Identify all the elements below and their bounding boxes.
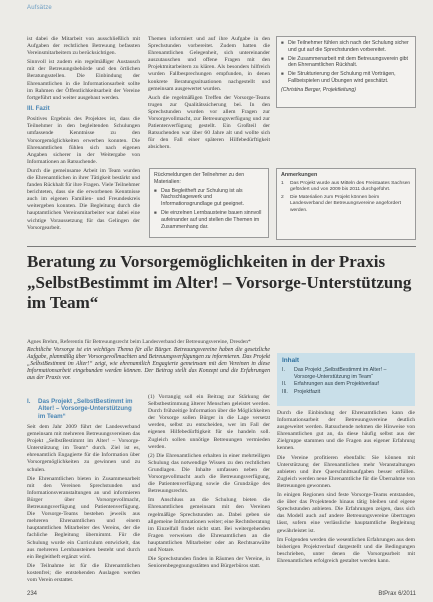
box-intro: Rückmeldungen der Teilnehmer zu den Materialien:: [154, 172, 245, 185]
article-title: [27, 252, 416, 314]
section-header: Aufsätze: [27, 5, 52, 11]
footnote: [281, 181, 411, 193]
title-line: „SelbstBestimmt im Alter! – Vorsorge-Unterstützung: [27, 272, 412, 292]
top-column-1: [27, 36, 140, 242]
paragraph: Im Folgenden werden die wesentlichen Erfahrungen aus dem bisherigen Projektverlauf dargestellt und die Bedingungen beschrieben, unter denen die Vorsorgearbeit mit Ehrenamtlichen erfolgreich gestaltet werden kann.: [277, 536, 415, 564]
paragraph: In einigen Regionen sind feste Vorsorge-Teams entstanden, die über das Projektende hinaus tätig bleiben und eigene Sprechstunden anbieten. Die Erfahrungen zeigen, dass sich das Modell auch auf andere Betreuungsvereine übertragen lässt, sofern eine verlässliche hauptamtliche Begleitung gewährleistet ist.: [277, 492, 415, 534]
bullet-item: ■ Die Zusammenarbeit mit dem Betreuungsverein gibt den Ehrenamtlichen Rückhalt.: [281, 56, 411, 70]
paragraph: Sinnvoll ist zudem ein regelmäßiger Austausch mit der Betreuungsbehörde und den örtlichen Beratungsstellen. Die Einbindung der Ehrenamtlichen in die Informationsarbeit sollte im Rahmen der Öffentlichkeitsarbeit der Vereine fortgeführt und weiter ausgebaut werden.: [27, 59, 140, 101]
materials-feedback-box: [149, 168, 269, 238]
bullet-item: ■ Das Begleitheft zur Schulung ist als Nachschlagewerk und Informationsgrundlage gut geeignet.: [154, 188, 264, 208]
table-of-contents: [277, 353, 415, 406]
paragraph: Die Vereine profitieren ebenfalls: Sie können mit Unterstützung der Ehrenamtlichen mehr Veranstaltungen anbieten und ihre Querschnittsaufgaben besser erfüllen. Zugleich werden neue Ehrenamtliche für die Übernahme von Betreuungen gewonnen.: [277, 454, 415, 489]
footnote-number: 1: [281, 180, 284, 186]
paragraph: (1) Vorrangig soll ein Beitrag zur Stärkung der Selbstbestimmung älterer Menschen geleistet werden. Durch frühzeitige Information über die Möglichkeiten der Vorsorge sollen Bürger in die Lage versetzt werden, selbst zu entscheiden, wer im Fall der eigenen Hilfebedürftigkeit für sie handeln soll. Zugleich sollen unnötige Betreuungen vermieden werden.: [148, 394, 270, 450]
paragraph: (2) Die Ehrenamtlichen erhalten in einer mehrteiligen Schulung das notwendige Wissen zu den rechtlichen Grundlagen. Die Inhalte umfassen neben der Vorsorgevollmacht auch die Betreuungsverfügung, die Patientenverfügung sowie die Grundzüge des Betreuungsrechts.: [148, 452, 270, 495]
body-column-2: [148, 394, 270, 589]
title-line: Beratung zu Vorsorgemöglichkeiten in der Praxis: [27, 252, 386, 271]
title-line: im Team“: [27, 293, 99, 312]
toc-text: Projektfazit: [294, 388, 321, 395]
section-number: I.: [27, 398, 31, 405]
toc-number: II.: [282, 381, 287, 388]
page-number: 234: [27, 591, 38, 597]
bullet-list: [281, 40, 411, 85]
paragraph: Seit dem Jahr 2009 führt der Landesverband gemeinsam mit mehreren Betreuungsvereinen das Projekt „SelbstBestimmt im Alter! – Vorsorge-Unterstützung im Team“ durch. Ziel ist es, ehrenamtlich Engagierte für die Information über Vorsorgemöglichkeiten zu gewinnen und zu schulen.: [27, 424, 140, 473]
toc-number: I.: [282, 367, 285, 373]
footnote: [281, 195, 411, 214]
journal-issue: BtPrax 6/2011: [378, 591, 416, 597]
article-divider: [27, 246, 416, 247]
section-heading-fazit: III. Fazit: [27, 104, 50, 112]
toc-item: [282, 367, 410, 380]
paragraph: ist dabei die Mitarbeit von ausschließlich mit Aufgaben der rechtlichen Betreuung befassten Vereinsmitarbeitern zu berücksichtigen.: [27, 36, 140, 57]
bullet-list: [154, 188, 264, 231]
box-signature: (Christina Berger, Projektleitung): [281, 86, 356, 93]
toc-text: Erfahrungen aus dem Projektverlauf: [294, 381, 379, 388]
toc-number: III.: [282, 388, 288, 395]
top-column-2: [148, 36, 270, 164]
section-title: Das Projekt „SelbstBestimmt im Alter! – Vorsorge-Unterstützung im Team“: [38, 398, 133, 420]
paragraph: Die Ehrenamtlichen bieten in Zusammenarbeit mit den Vereinen Sprechstunden und Informationsveranstaltungen an und informieren Bürger über Vorsorgevollmacht, Betreuungsverfügung und Patientenverfügung. Die Vorsorge-Teams bestehen jeweils aus mehreren Ehrenamtlichen und einem hauptamtlichen Mitarbeiter des Vereins, der die fachliche Begleitung übernimmt. Für die Schulung wurde ein Curriculum entwickelt, das aus mehreren Lernbausteinen besteht und durch ein Begleitheft ergänzt wird.: [27, 475, 140, 560]
section-heading-1: [27, 398, 140, 420]
footnote-number: 2: [281, 195, 284, 201]
body-column-1: [27, 424, 140, 589]
paragraph: Die Sprechstunden finden in Räumen der Vereine, in Seniorenbegegnungsstätten und Bürgerbüros statt.: [148, 556, 270, 570]
paragraph: Themen informiert und auf ihre Aufgabe in den Sprechstunden vorbereitet. Zudem hatten die Ehrenamtlichen Gelegenheit, sich untereinander auszutauschen und offene Fragen mit den Projektmitarbeitern zu klären. Als besonders hilfreich wurden Fallbesprechungen empfunden, in denen konkrete Beratungssituationen nachgestellt und gemeinsam ausgewertet wurden.: [148, 36, 270, 92]
paragraph: Durch die gemeinsame Arbeit im Team wurden die Ehrenamtlichen in ihrer Tätigkeit bestärkt und fanden Rückhalt für ihre Fragen. Viele Teilnehmer berichteten, dass sie die erworbenen Kenntnisse auch im eigenen Familien- und Freundeskreis weitergeben konnten. Die Begleitung durch die hauptamtlichen Vereinsmitarbeiter war dabei eine wichtige Voraussetzung für das Gelingen der Vorsorgearbeit.: [27, 167, 140, 231]
bullet-item: ■ Die Strukturierung der Schulung mit Vorträgen, Fallbeispielen und Übungen wird geschätzt.: [281, 71, 411, 85]
toc-item: [282, 381, 410, 388]
footnote-text: Die Materialien zum Projekt können beim Landesverband der Betreuungsvereine angefordert werden.: [290, 195, 401, 213]
paragraph: Durch die Einbindung der Ehrenamtlichen kann die Informationsarbeit der Betreuungsvereine deutlich ausgeweitet werden. Ratsuchende nehmen die Hinweise von Ehrenamtlichen gut an, da diese häufig selbst aus der Zielgruppe stammen und die Fragen aus eigener Erfahrung kennen.: [277, 410, 415, 452]
paragraph: Im Anschluss an die Schulung bieten die Ehrenamtlichen gemeinsam mit den Vereinen regelmäßige Sprechstunden an. Dabei geben sie allgemeine Informationen weiter; eine Rechtsberatung im Einzelfall findet nicht statt. Bei weitergehenden Fragen verweisen die Ehrenamtlichen an die hauptamtlichen Mitarbeiter oder an Rechtsanwälte und Notare.: [148, 497, 270, 553]
toc-title: Inhalt: [282, 357, 300, 364]
footnote-text: Das Projekt wurde aus Mitteln des Freistaates Sachsen gefördert und von 2009 bis 2011 durchgeführt.: [290, 180, 411, 192]
paragraph: Die Teilnahme ist für die Ehrenamtlichen kostenfrei; die entstehenden Auslagen werden vom Verein erstattet.: [27, 562, 140, 583]
article-lead: Rechtliche Vorsorge ist ein wichtiges Thema für alle Bürger. Betreuungsvereine haben die gesetzliche Aufgabe, planmäßig über Vorsorgevollmachten und Betreuungsverfügungen zu informieren. Das Projekt „SelbstBestimmt im Alter!“ zeigt, wie ehrenamtlich Engagierte gemeinsam mit den Vereinen in diese Informationsarbeit eingebunden werden können. Der Beitrag stellt das Konzept und die Erfahrungen aus der Praxis vor.: [27, 347, 270, 382]
paragraph: Positives Ergebnis des Projektes ist, dass die Teilnehmer in den begleitenden Schulungen umfassende Kenntnisse zu den Vorsorgemöglichkeiten erwerben konnten. Die Ehrenamtlichen fühlen sich nach eigenen Angaben sicherer in der Weitergabe von Informationen an Ratsuchende.: [27, 116, 140, 165]
author-line: Agnes Brehm, Referentin für Betreuungsrecht beim Landesverband der Betreuungsvereine, Dresden*: [27, 339, 251, 345]
bullet-item: ■ Die Teilnehmer fühlen sich nach der Schulung sicher und gut auf die Sprechstunden vorbereitet.: [281, 40, 411, 54]
footnotes-box: [276, 168, 416, 240]
bullet-item: ■ Die einzelnen Lernbausteine bauen sinnvoll aufeinander auf und stellen die Themen im Zusammenhang dar.: [154, 210, 264, 230]
participant-quotes-box: [276, 36, 416, 108]
footnotes-title: Anmerkungen: [281, 172, 318, 178]
toc-item: [282, 389, 410, 396]
toc-text: Das Projekt „SelbstBestimmt im Alter! – Vorsorge-Unterstützung im Team“: [294, 367, 387, 380]
paragraph: Auch die regelmäßigen Treffen der Vorsorge-Teams trugen zur Qualitätssicherung bei. In den Sprechstunden wurden vor allem Fragen zur Vorsorgevollmacht, zur Betreuungsverfügung und zur Patientenverfügung gestellt. Ein Großteil der Ratsuchenden war über 60 Jahre alt und wollte sich für den Fall einer späteren Hilfebedürftigkeit absichern.: [148, 94, 270, 151]
body-column-3: [277, 410, 415, 589]
